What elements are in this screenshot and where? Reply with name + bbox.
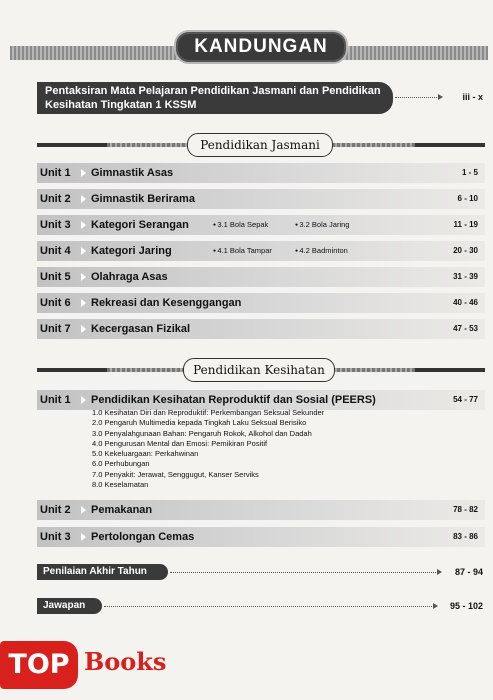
unit-number: Unit 7 (40, 323, 71, 335)
subitem: 4.0 Pengurusan Mental dan Emosi: Pemikiran Positif (92, 438, 268, 448)
unit-pages: 6 - 10 (457, 194, 478, 203)
unit-subtopic: ● 3.2 Bola Jaring (295, 215, 349, 235)
unit-title: Pendidikan Kesihatan Reproduktif dan Sosial (PEERS) (91, 394, 376, 406)
unit-pages: 11 - 19 (453, 220, 478, 229)
unit-pages: 78 - 82 (453, 505, 478, 514)
unit-number: Unit 1 (40, 394, 71, 406)
unit-title: Pemakanan (91, 504, 153, 516)
section-title-pk: Pendidikan Kesihatan (183, 358, 335, 382)
subitem: 5.0 Kekeluargaan: Perkahwinan (92, 449, 199, 459)
pk-unit-row[interactable] (37, 390, 485, 410)
unit-title: Olahraga Asas (91, 271, 168, 283)
logo-word: Books (84, 647, 167, 676)
unit-pages: 47 - 53 (453, 324, 478, 333)
pk-unit-row[interactable] (37, 527, 485, 547)
unit-pages: 20 - 30 (453, 246, 478, 255)
penilaian-pages: 87 - 94 (454, 567, 483, 577)
section-title-pj: Pendidikan Jasmani (187, 133, 333, 157)
unit-pages: 31 - 39 (453, 272, 478, 281)
topbooks-logo (0, 641, 190, 691)
pj-unit-row[interactable] (37, 293, 485, 313)
unit-pages: 54 - 77 (453, 395, 478, 404)
jawapan-entry[interactable]: Jawapan (37, 598, 102, 614)
unit-number: Unit 2 (40, 193, 71, 205)
unit-title: Kategori Jaring (91, 245, 172, 257)
unit-subtopic: ● 4.2 Badminton (295, 241, 348, 261)
pj-unit-row[interactable] (37, 319, 485, 339)
unit-title: Rekreasi dan Kesenggangan (91, 297, 242, 309)
subitem: 1.0 Kesihatan Diri dan Reproduktif: Perkembangan Seksual Sekunder (92, 408, 325, 417)
unit-pages: 40 - 46 (453, 298, 478, 307)
jawapan-pages: 95 - 102 (449, 601, 483, 611)
pj-unit-row[interactable] (37, 241, 485, 261)
chevron-right-icon (81, 396, 86, 404)
divider-accent (415, 368, 485, 372)
penilaian-leader (170, 572, 438, 573)
logo-badge: TOP (0, 641, 78, 689)
pj-unit-row[interactable] (37, 215, 485, 235)
pk-unit1-subitems (92, 408, 324, 490)
page-title-text: KANDUNGAN (194, 36, 328, 57)
chevron-right-icon (81, 247, 86, 255)
unit-number: Unit 2 (40, 504, 71, 516)
unit-title: Pertolongan Cemas (91, 531, 195, 543)
subitem: 6.0 Perhubungan (92, 459, 150, 469)
unit-title: Gimnastik Berirama (91, 193, 195, 205)
pj-unit-row[interactable] (37, 267, 485, 287)
pj-unit-row[interactable] (37, 163, 485, 183)
unit-number: Unit 3 (40, 531, 71, 543)
unit-subtopic: ● 3.1 Bola Sepak (213, 215, 268, 235)
unit-title: Kategori Serangan (91, 219, 189, 231)
pk-unit-row[interactable] (37, 500, 485, 520)
jawapan-leader (104, 606, 434, 607)
unit-pages: 1 - 5 (461, 168, 478, 177)
subitem: 7.0 Penyakit: Jerawat, Senggugut, Kanser Serviks (92, 469, 259, 479)
divider-accent (415, 143, 485, 147)
subitem: 2.0 Pengaruh Multimedia kepada Tingkah Laku Seksual Berisiko (92, 418, 307, 428)
unit-number: Unit 5 (40, 271, 71, 283)
intro-leader (395, 97, 439, 98)
chevron-right-icon (81, 299, 86, 307)
unit-number: Unit 3 (40, 219, 71, 231)
subitem: 3.0 Penyalahgunaan Bahan: Pengaruh Rokok, Alkohol dan Dadah (92, 428, 312, 438)
penilaian-entry[interactable]: Penilaian Akhir Tahun (37, 564, 168, 580)
page-title (174, 30, 348, 64)
divider-accent (37, 368, 107, 372)
chevron-right-icon (81, 195, 86, 203)
unit-subtopic: ● 4.1 Bola Tampar (213, 241, 272, 261)
unit-number: Unit 4 (40, 245, 71, 257)
chevron-right-icon (81, 506, 86, 514)
unit-title: Kecergasan Fizikal (91, 323, 191, 335)
intro-entry (37, 82, 393, 114)
chevron-right-icon (81, 273, 86, 281)
unit-title: Gimnastik Asas (91, 167, 174, 179)
pj-unit-row[interactable] (37, 189, 485, 209)
intro-text: Pentaksiran Mata Pelajaran Pendidikan Jasmani dan Pendidikan Kesihatan Tingkatan 1 KSSM (45, 85, 381, 111)
intro-pages: iii - x (462, 92, 483, 102)
chevron-right-icon (81, 221, 86, 229)
chevron-right-icon (81, 533, 86, 541)
unit-number: Unit 6 (40, 297, 71, 309)
subitem: 8.0 Keselamatan (92, 480, 149, 490)
chevron-right-icon (81, 325, 86, 333)
unit-number: Unit 1 (40, 167, 71, 179)
divider-accent (37, 143, 107, 147)
chevron-right-icon (81, 169, 86, 177)
unit-pages: 83 - 86 (453, 532, 478, 541)
